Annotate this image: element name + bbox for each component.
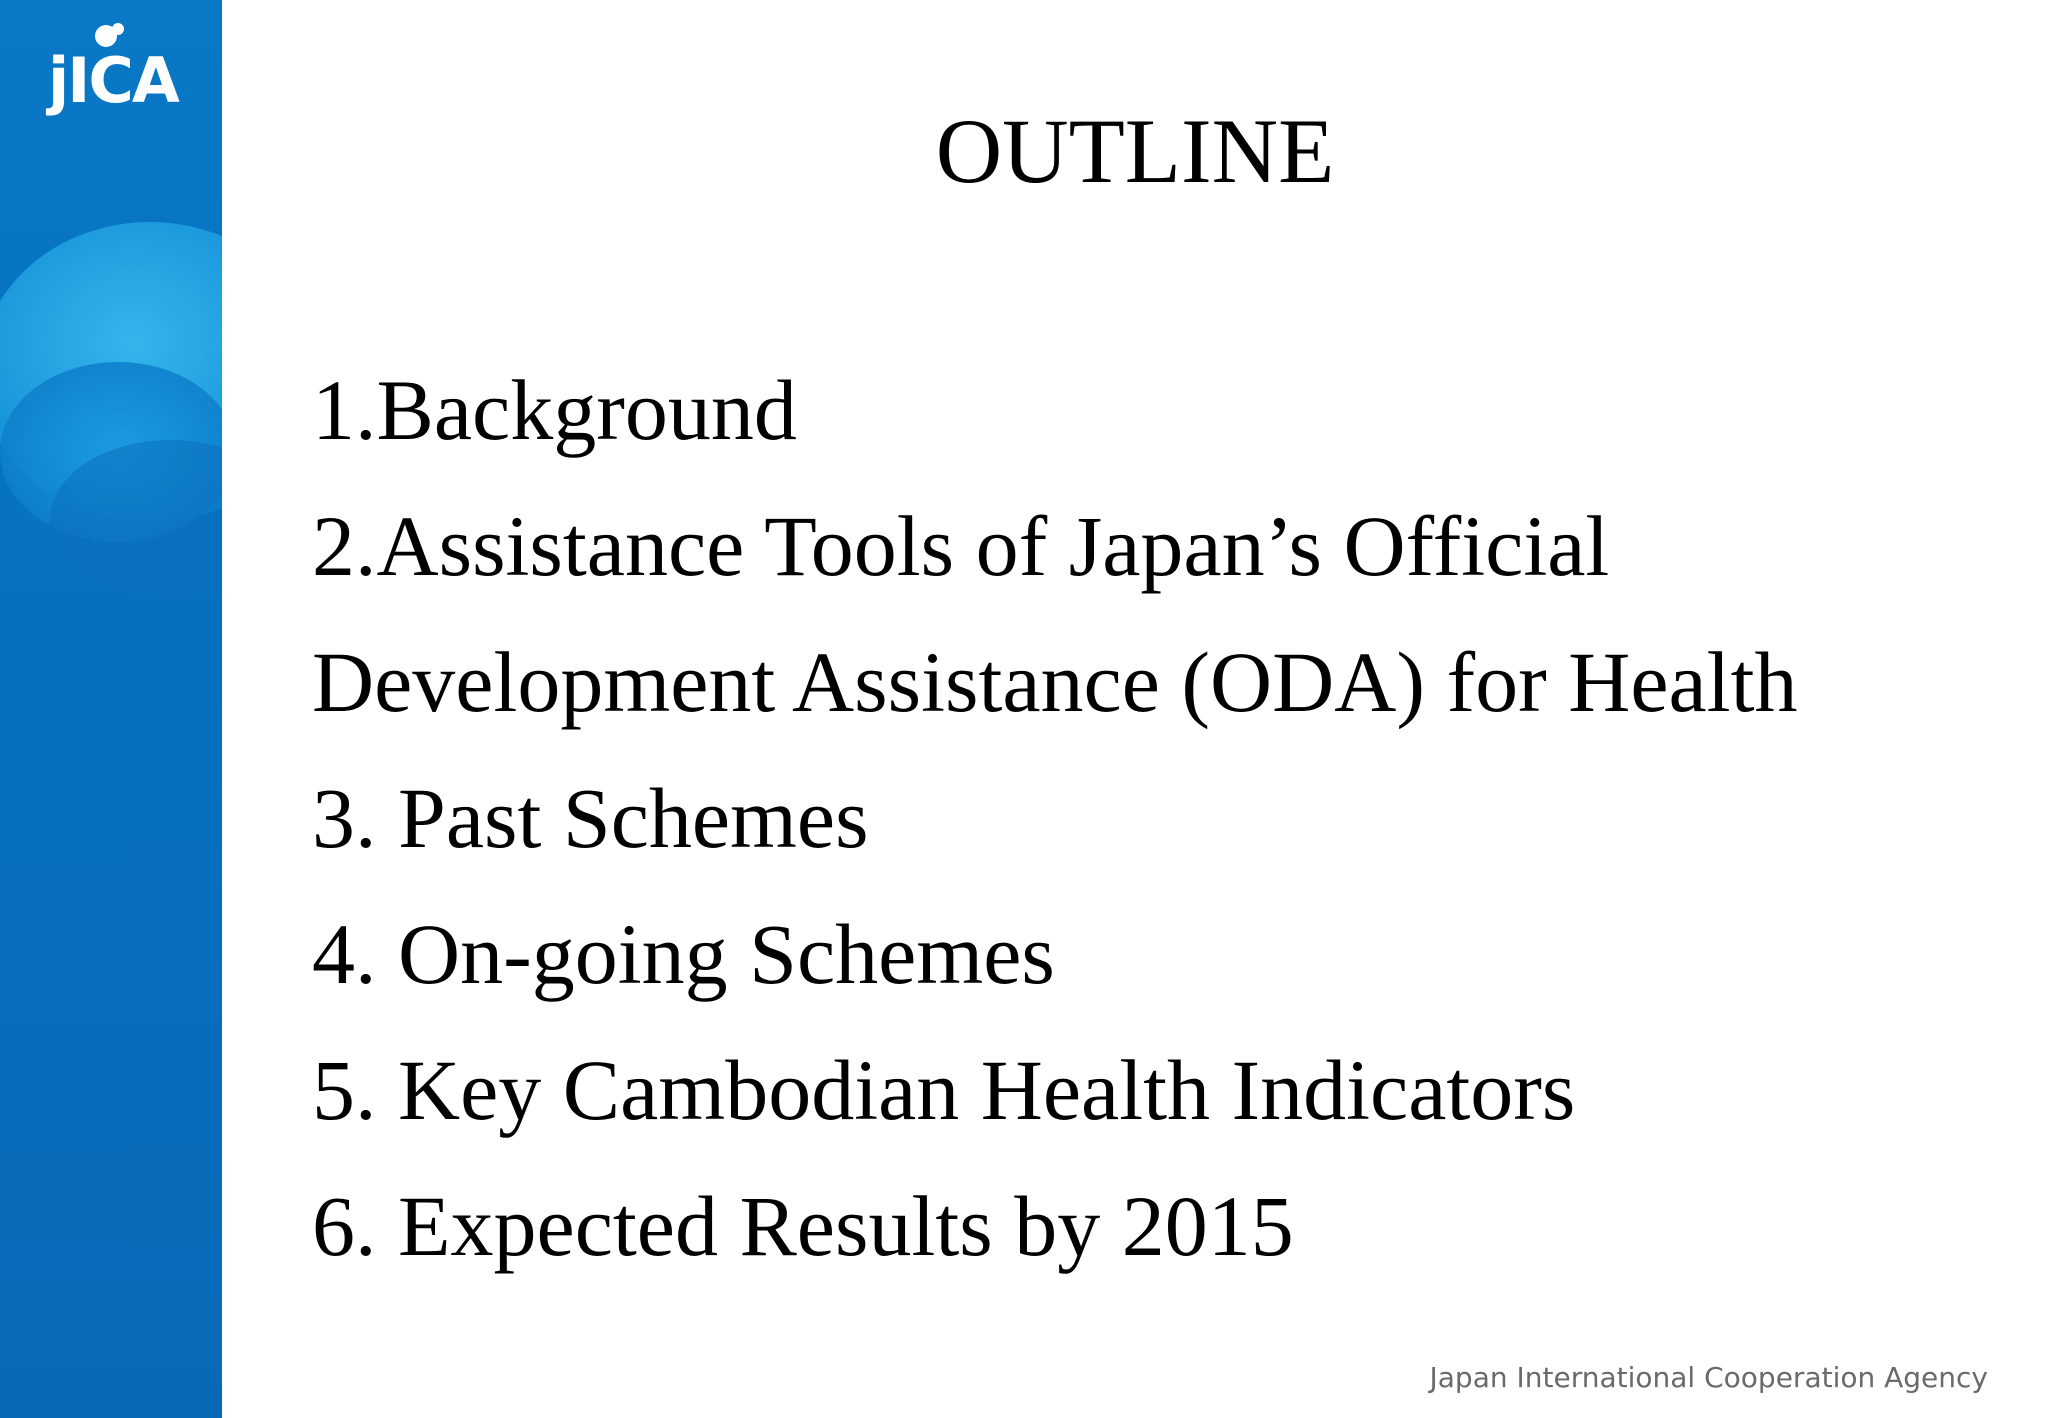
- outline-item-ongoing-schemes: 4. On-going Schemes: [312, 906, 1055, 1002]
- outline-item-assistance-tools: 2.Assistance Tools of Japan’s Official: [312, 498, 1610, 594]
- swirl-graphic: [0, 0, 222, 1418]
- outline-item-background: 1.Background: [312, 362, 797, 458]
- jica-logo: [44, 20, 204, 120]
- sidebar-band: [0, 0, 222, 1418]
- outline-item-health-indicators: 5. Key Cambodian Health Indicators: [312, 1042, 1576, 1138]
- footer-organization: Japan International Cooperation Agency: [1429, 1361, 1988, 1394]
- svg-text:jICA: jICA: [48, 44, 178, 117]
- outline-item-expected-results: 6. Expected Results by 2015: [312, 1178, 1294, 1274]
- outline-list: [312, 342, 2012, 1294]
- slide-title: OUTLINE: [935, 100, 1335, 202]
- outline-item-assistance-tools-continued: Development Assistance (ODA) for Health: [312, 634, 1798, 730]
- outline-item-past-schemes: 3. Past Schemes: [312, 770, 869, 866]
